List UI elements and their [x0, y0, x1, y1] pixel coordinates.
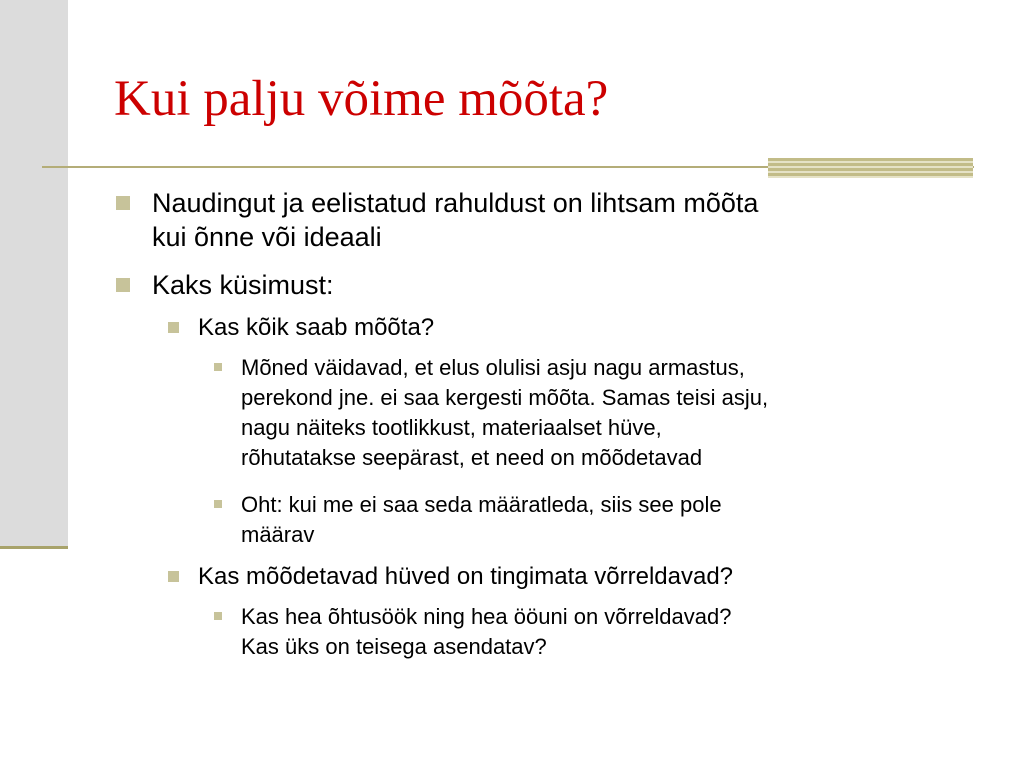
square-bullet-icon — [168, 571, 179, 582]
square-bullet-icon — [168, 322, 179, 333]
square-bullet-icon — [116, 278, 130, 292]
bullet-line: rõhutatakse seepärast, et need on mõõdetavad — [241, 445, 703, 470]
bullet-line: Naudingut ja eelistatud rahuldust on lihtsam mõõta — [152, 188, 759, 218]
bullet-line: kui õnne või ideaali — [152, 222, 382, 252]
bullet-line: Kas kõik saab mõõta? — [198, 314, 435, 341]
bullet-item — [241, 602, 976, 662]
bullet-item — [198, 562, 958, 592]
side-panel-divider — [0, 546, 68, 549]
bullet-item — [241, 353, 976, 473]
square-bullet-icon — [214, 363, 222, 371]
bullet-item — [198, 313, 958, 343]
accent-bar — [768, 158, 973, 178]
bullet-line: Kas üks on teisega asendatav? — [241, 634, 547, 659]
bullet-line: Kas hea õhtusöök ning hea ööuni on võrreldavad? — [241, 604, 732, 629]
bullet-item — [152, 186, 962, 254]
bullet-line: nagu näiteks tootlikkust, materiaalset hüve, — [241, 415, 662, 440]
bullet-item — [152, 268, 962, 302]
bullet-line: perekond jne. ei saa kergesti mõõta. Samas teisi asju, — [241, 385, 769, 410]
square-bullet-icon — [116, 196, 130, 210]
bullet-line: määrav — [241, 522, 315, 547]
square-bullet-icon — [214, 612, 222, 620]
bullet-line: Oht: kui me ei saa seda määratleda, siis see pole — [241, 492, 722, 517]
bullet-line: Kaks küsimust: — [152, 270, 334, 300]
bullet-item — [241, 490, 976, 550]
slide-title: Kui palju võime mõõta? — [114, 71, 609, 127]
bullet-line: Mõned väidavad, et elus olulisi asju nagu armastus, — [241, 355, 745, 380]
square-bullet-icon — [214, 500, 222, 508]
side-panel — [0, 0, 68, 548]
bullet-line: Kas mõõdetavad hüved on tingimata võrreldavad? — [198, 563, 734, 590]
